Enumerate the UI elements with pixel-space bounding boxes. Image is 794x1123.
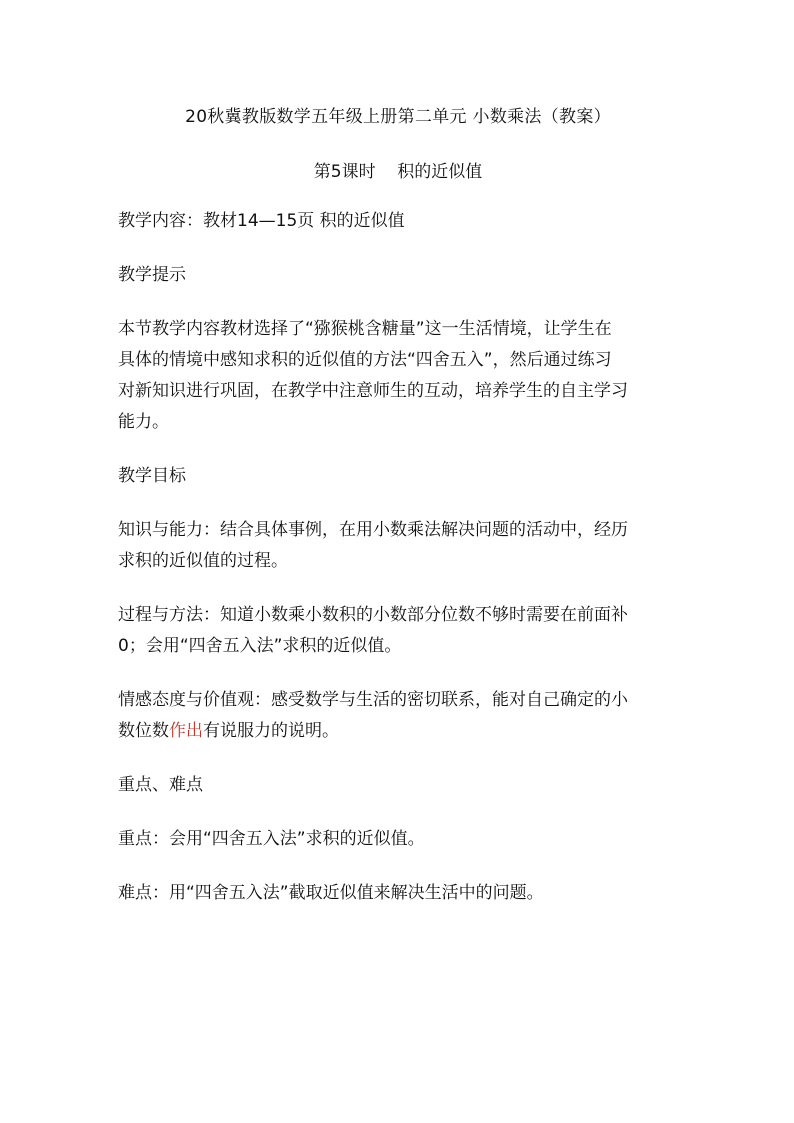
goal-attitude-line-1: 情感态度与价值观：感受数学与生活的密切联系，能对自己确定的小: [118, 690, 628, 710]
keypoints-heading: 重点、难点: [118, 775, 203, 795]
key-point-line: 重点：会用“四舍五入法”求积的近似值。: [118, 829, 425, 849]
teaching-goals-heading: 教学目标: [118, 466, 186, 486]
tips-line-3: 对新知识进行巩固，在教学中注意师生的互动，培养学生的自主学习: [118, 381, 628, 401]
goal-process-line-1: 过程与方法：知道小数乘小数积的小数部分位数不够时需要在前面补: [118, 605, 628, 625]
tips-line-2: 具体的情境中感知求积的近似值的方法“四舍五入”，然后通过练习: [118, 350, 612, 370]
goal-knowledge-paragraph: [118, 515, 678, 577]
document-title: 20秋冀教版数学五年级上册第二单元 小数乘法（教案）: [185, 107, 611, 127]
teaching-content-line: 教学内容：教材14—15页 积的近似值: [118, 211, 405, 231]
highlighted-text: 作出: [169, 721, 203, 741]
goal-attitude-line-2: [118, 716, 678, 747]
goal-process-line-2: 0；会用“四舍五入法”求积的近似值。: [118, 636, 402, 656]
goal-attitude-text-b: 有说服力的说明。: [203, 721, 339, 741]
tips-line-1: 本节教学内容教材选择了“猕猴桃含糖量”这一生活情境，让学生在: [118, 319, 612, 339]
goal-process-paragraph: [118, 600, 678, 662]
goal-knowledge-line-2: 求积的近似值的过程。: [118, 551, 288, 571]
tips-line-4: 能力。: [118, 412, 169, 432]
goal-attitude-paragraph: [118, 685, 678, 747]
difficulty-line: 难点：用“四舍五入法”截取近似值来解决生活中的问题。: [118, 883, 544, 903]
document-body: [118, 97, 678, 909]
goal-attitude-text-a: 数位数: [118, 721, 169, 741]
teaching-tips-heading: 教学提示: [118, 265, 186, 285]
teaching-tips-paragraph: [118, 314, 678, 438]
goal-knowledge-line-1: 知识与能力：结合具体事例，在用小数乘法解决问题的活动中，经历: [118, 520, 628, 540]
lesson-subtitle: 第5课时 积的近似值: [313, 162, 483, 182]
